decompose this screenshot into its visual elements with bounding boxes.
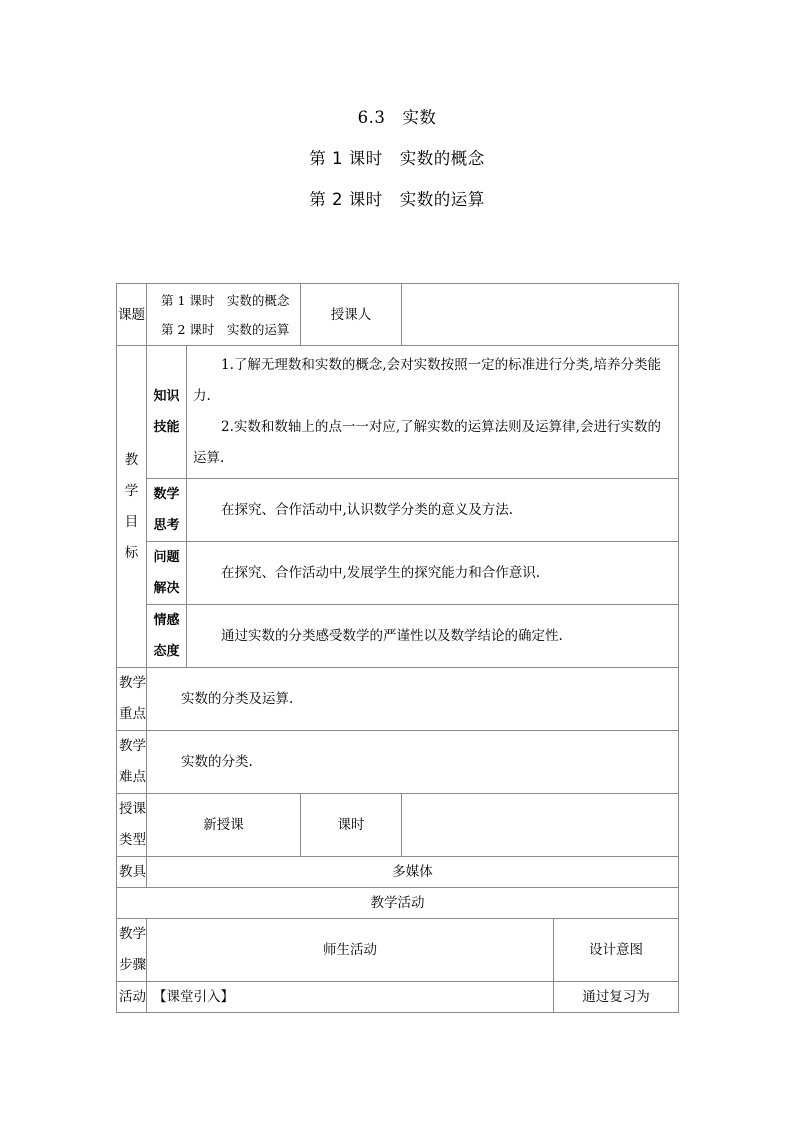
lesson-type-value: 新授课 — [147, 794, 301, 857]
steps-label: 教学 步骤 — [117, 919, 147, 982]
topic-row — [117, 284, 679, 346]
topic-value — [147, 284, 301, 346]
tools-value: 多媒体 — [147, 857, 679, 888]
document-title: 6.3 实数 — [357, 108, 437, 127]
problem-text: 在探究、合作活动中,发展学生的探究能力和合作意识. — [187, 542, 679, 605]
difficulty-row — [117, 731, 679, 794]
knowledge-point-1: 1.了解无理数和实数的概念,会对实数按照一定的标准进行分类,培养分类能力. — [193, 357, 661, 404]
thinking-text: 在探究、合作活动中,认识数学分类的意义及方法. — [187, 479, 679, 542]
steps-header-row — [117, 919, 679, 982]
lesson-type-row — [117, 794, 679, 857]
lesson-plan-table — [116, 283, 679, 1013]
tools-row — [117, 857, 679, 888]
activity-header-row — [117, 888, 679, 919]
knowledge-label: 知识 技能 — [147, 346, 187, 479]
tools-label: 教具 — [117, 857, 147, 888]
attitude-text: 通过实数的分类感受数学的严谨性以及数学结论的确定性. — [187, 605, 679, 668]
activity-label: 活动 — [117, 982, 147, 1013]
attitude-row — [117, 605, 679, 668]
knowledge-point-2: 2.实数和数轴上的点一一对应,了解实数的运算法则及运算律,会进行实数的运算. — [193, 419, 661, 466]
lesson-type-label: 授课 类型 — [117, 794, 147, 857]
knowledge-text — [187, 346, 679, 479]
key-point-text: 实数的分类及运算. — [147, 668, 679, 731]
teacher-student-activity-label: 师生活动 — [147, 919, 554, 982]
key-point-row — [117, 668, 679, 731]
thinking-row — [117, 479, 679, 542]
class-hours-value — [402, 794, 679, 857]
problem-row — [117, 542, 679, 605]
class-hours-label: 课时 — [301, 794, 402, 857]
topic-line-1: 第 1 课时 实数的概念 — [161, 292, 290, 308]
lesson-1-title: 第 1 课时 实数的概念 — [309, 149, 485, 168]
lesson-2-title: 第 2 课时 实数的运算 — [309, 190, 485, 209]
difficulty-label: 教学 难点 — [117, 731, 147, 794]
activity-text: 【课堂引入】 — [147, 982, 554, 1013]
activity-header: 教学活动 — [117, 888, 679, 919]
teacher-label: 授课人 — [301, 284, 402, 346]
knowledge-row — [117, 346, 679, 479]
thinking-label: 数学 思考 — [147, 479, 187, 542]
topic-line-2: 第 2 课时 实数的运算 — [161, 321, 290, 337]
design-intent-label: 设计意图 — [554, 919, 679, 982]
objectives-label: 教 学 目 标 — [117, 346, 147, 668]
difficulty-text: 实数的分类. — [147, 731, 679, 794]
teacher-value — [402, 284, 679, 346]
design-intent-text: 通过复习为 — [554, 982, 679, 1013]
activity-row — [117, 982, 679, 1013]
key-point-label: 教学 重点 — [117, 668, 147, 731]
problem-label: 问题 解决 — [147, 542, 187, 605]
topic-label: 课题 — [117, 284, 147, 346]
attitude-label: 情感 态度 — [147, 605, 187, 668]
